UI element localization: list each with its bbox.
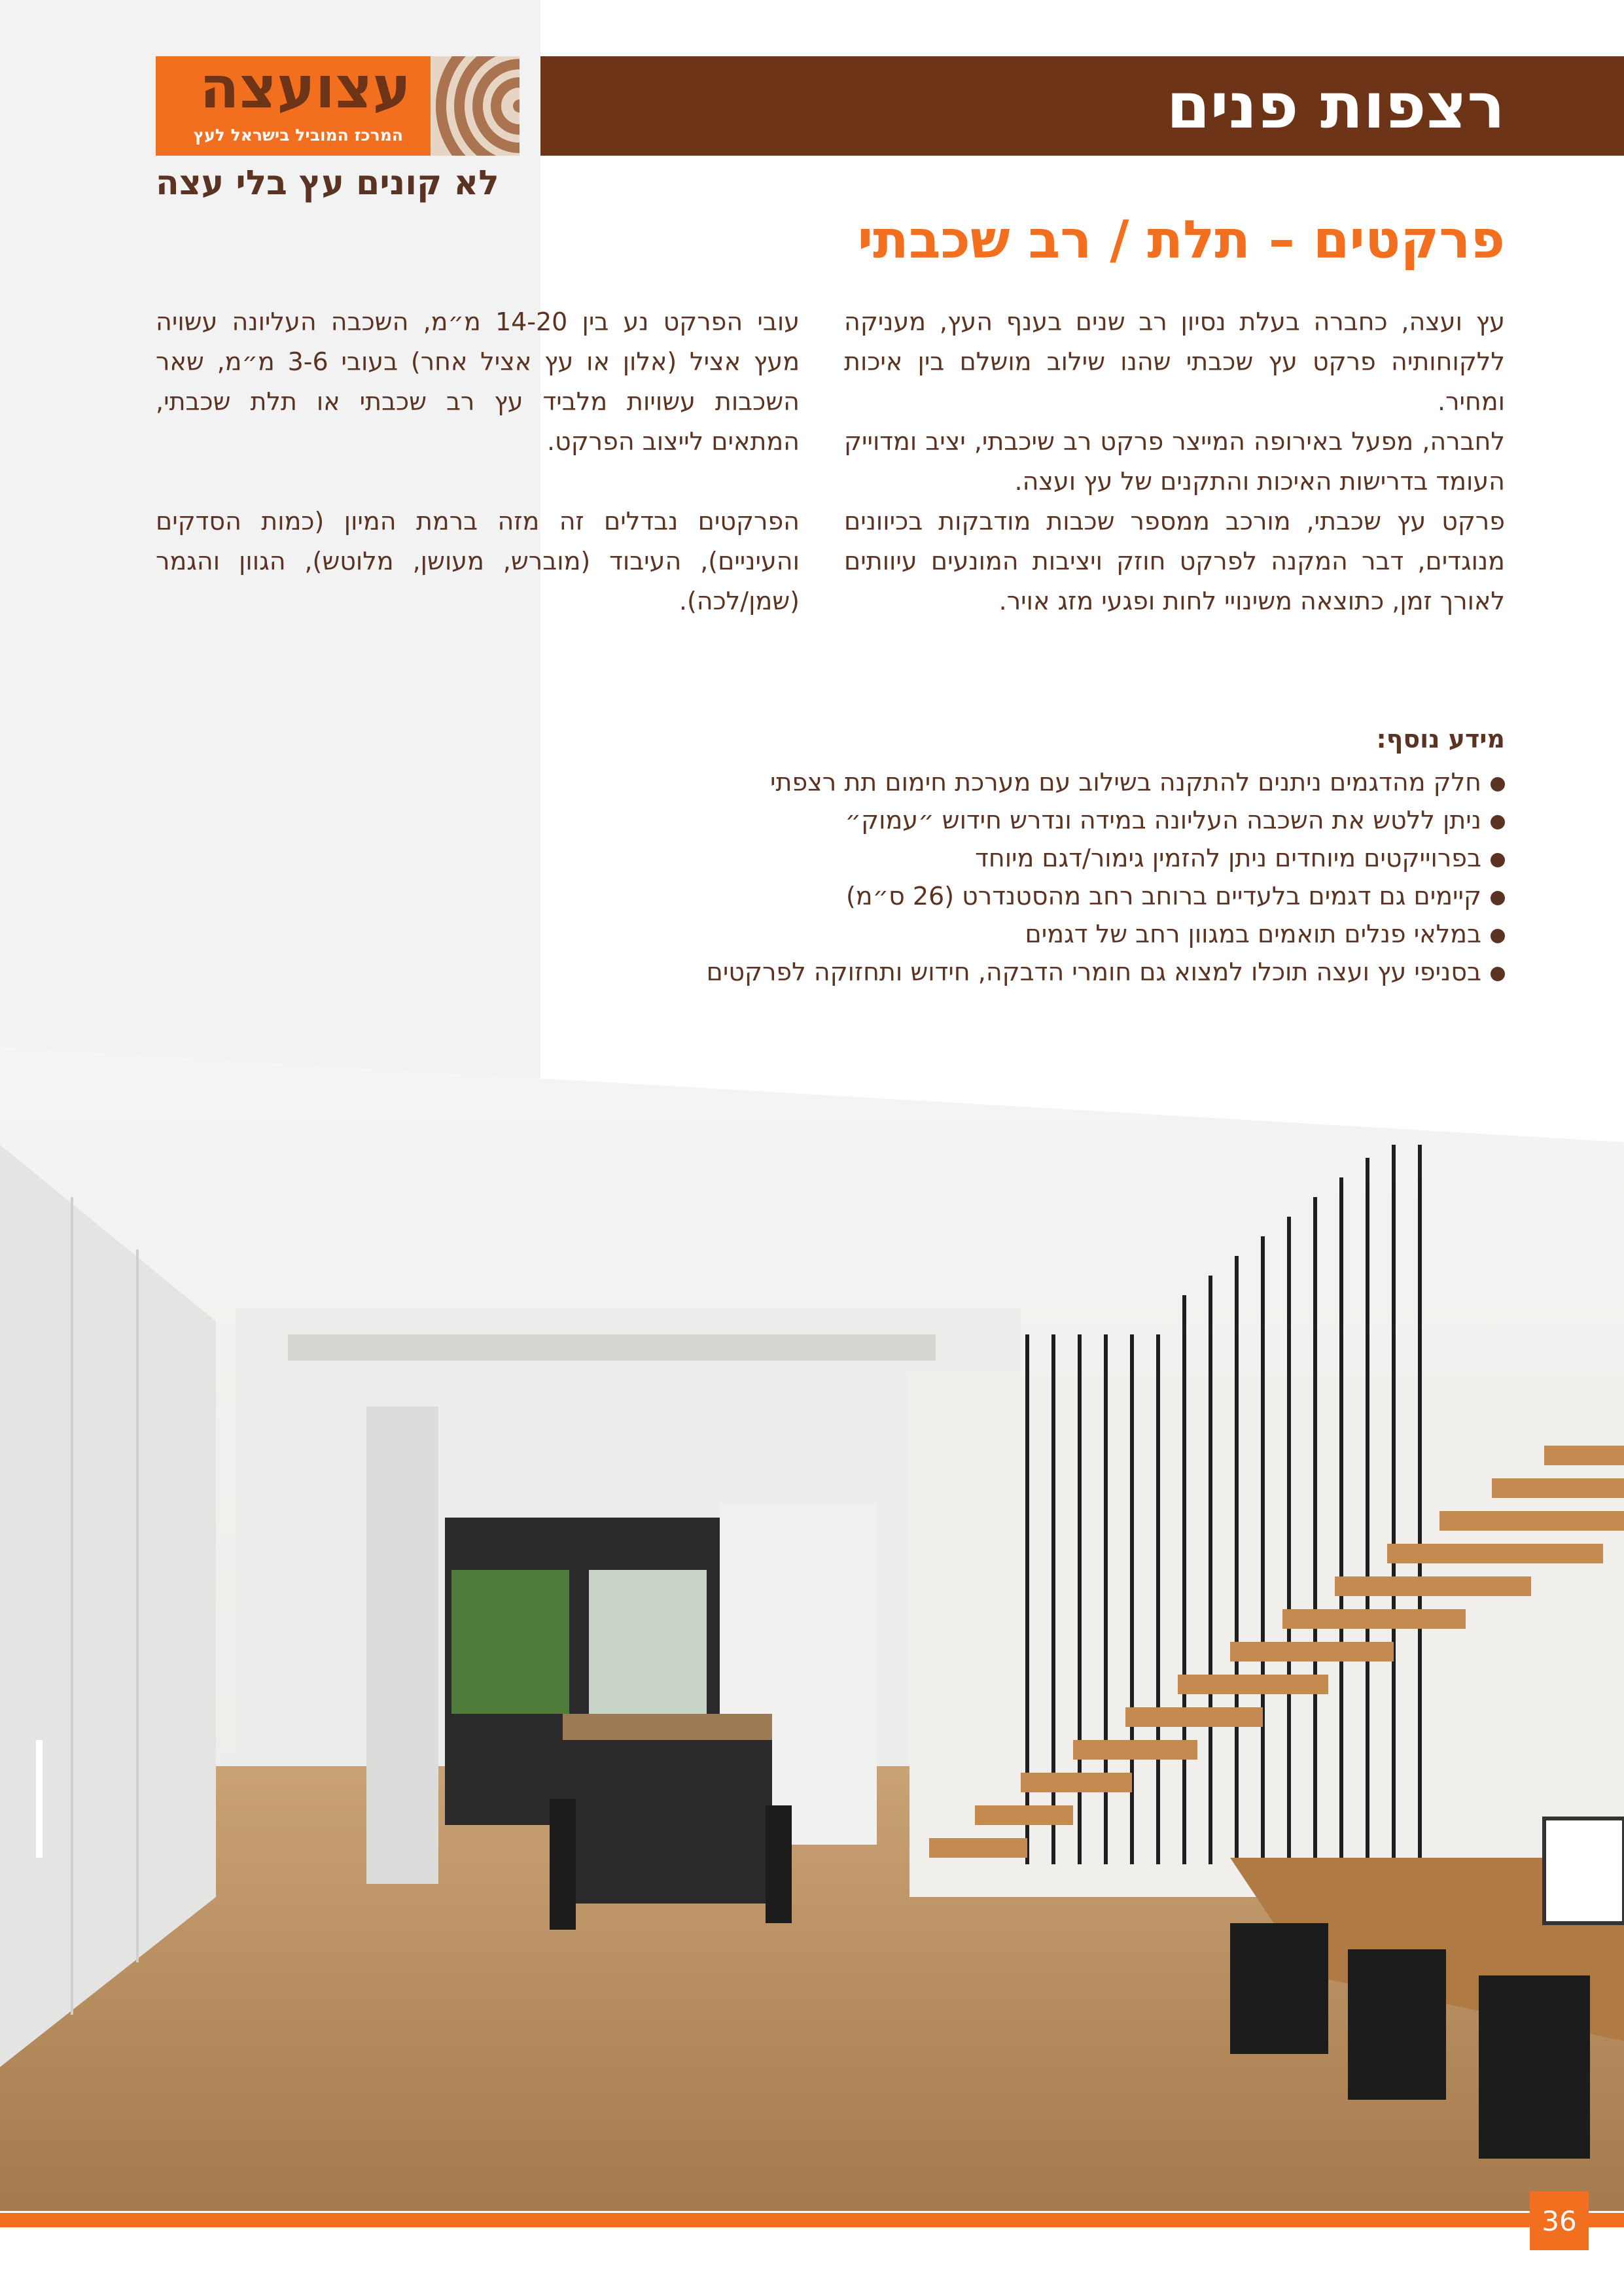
footer-line	[0, 2213, 1624, 2227]
body-left-column	[156, 302, 800, 621]
page-number: 36	[1530, 2191, 1589, 2250]
list-item: קיימים גם דגמים בלעדיים ברוחב רחב מהסטנדרט (26 ס״מ)	[196, 877, 1505, 915]
body-paragraph: פרקט עץ שכבתי, מורכב ממספר שכבות מודבקות בכיוונים מנוגדים, דבר המקנה לפרקט חוזק ויציבות המונעים עיוותים לאורך זמן, כתוצאה משינויי לחות ופגעי מזג אויר.	[844, 507, 1505, 616]
page-title: רצפות פנים	[1166, 69, 1505, 143]
logo-tagline: המרכז המוביל בישראל לעץ	[193, 126, 403, 145]
list-item: בפרוייקטים מיוחדים ניתן להזמין גימור/דגם מיוחד	[196, 839, 1505, 877]
section-subtitle: פרקטים – תלת / רב שכבתי	[857, 209, 1505, 270]
list-item: במלאי פנלים תואמים במגוון רחב של דגמים	[196, 915, 1505, 953]
logo-rings-icon	[431, 56, 520, 156]
body-paragraph: לחברה, מפעל באירופה המייצר פרקט רב שיכבתי, יציב ומדוייק העומד בדרישות האיכות והתקנים של עץ ועצה.	[844, 427, 1505, 496]
list-item: חלק מהדגמים ניתנים להתקנה בשילוב עם מערכת חימום תת רצפתי	[196, 763, 1505, 801]
logo-brand-name: עצועצה	[200, 56, 411, 121]
body-paragraph: עץ ועצה, כחברה בעלת נסיון רב שנים בענף העץ, מעניקה ללקוחותיה פרקט עץ שכבתי שהנו שילוב מושלם בין איכות ומחיר.	[844, 307, 1505, 416]
bullet-icon	[1491, 853, 1505, 867]
bullet-icon	[1491, 815, 1505, 829]
rings-graphic	[431, 56, 520, 156]
body-paragraph: הפרקטים נבדלים זה מזה ברמת המיון (כמות הסדקים והעיניים), העיבוד (מוברש, מעושן, מלוטש), הגוון והגמר (שמן/לכה).	[156, 507, 800, 616]
company-logo	[156, 56, 520, 156]
list-item: ניתן ללטש את השכבה העליונה במידה ונדרש חידוש ״עמוק״	[196, 801, 1505, 839]
info-heading: מידע נוסף:	[1376, 725, 1505, 754]
info-list	[196, 763, 1505, 991]
list-item: בסניפי עץ ועצה תוכלו למצוא גם חומרי הדבקה, חידוש ותחזוקה לפרקטים	[196, 953, 1505, 991]
body-right-column	[844, 302, 1505, 621]
slogan: לא קונים עץ בלי עצה	[156, 164, 499, 203]
bullet-icon	[1491, 777, 1505, 791]
bullet-icon	[1491, 891, 1505, 905]
body-paragraph: עובי הפרקט נע בין 14-20 מ״מ, השכבה העליונה עשויה מעץ אציל (אלון או עץ אציל אחר) בעובי 3-6 מ״מ, שאר השכבות עשויות מלביד עץ רב שכבתי או תלת שכבתי, המתאים לייצוב הפרקט.	[156, 307, 800, 456]
interior-photo	[0, 1047, 1624, 2211]
bullet-icon	[1491, 967, 1505, 981]
bullet-icon	[1491, 929, 1505, 943]
